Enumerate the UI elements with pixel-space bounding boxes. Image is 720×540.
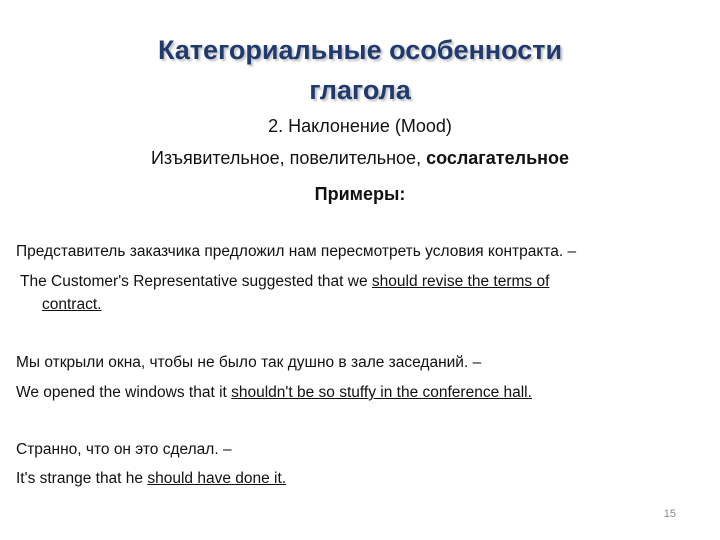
page-number: 15 xyxy=(663,508,676,520)
example-1-english-plain: The Customer's Representative suggested that we xyxy=(20,273,372,290)
example-2-english xyxy=(16,381,696,404)
example-3-english xyxy=(16,467,696,490)
slide-title-line-2: глагола xyxy=(309,75,411,105)
example-2-russian: Мы открыли окна, чтобы не было так душно в зале заседаний. – xyxy=(16,354,482,371)
example-2-english-underlined: shouldn't be so stuffy in the conference hall. xyxy=(231,384,532,401)
examples-heading: Примеры: xyxy=(314,184,406,204)
slide-subtitle: 2. Наклонение (Mood) xyxy=(268,116,452,136)
slide-title-line-1: Категориальные особенности xyxy=(157,35,563,65)
example-1-russian: Представитель заказчика предложил нам пересмотреть условия контракта. – xyxy=(16,243,577,260)
example-1-english-underlined: should revise the terms of xyxy=(371,273,550,290)
example-3-english-underlined: should have done it. xyxy=(147,470,287,487)
slide-title xyxy=(60,30,660,110)
example-1-english-underlined-cont: contract. xyxy=(42,296,102,313)
example-3-russian: Странно, что он это сделал. – xyxy=(16,441,232,458)
example-2-english-plain: We opened the windows that it xyxy=(16,384,232,401)
mood-kinds-bold: сослагательное xyxy=(426,148,570,168)
mood-kinds xyxy=(40,146,680,170)
mood-kinds-plain: Изъявительное, повелительное, xyxy=(150,148,427,168)
example-1-english xyxy=(20,270,660,316)
example-3-english-plain: It's strange that he xyxy=(16,470,148,487)
